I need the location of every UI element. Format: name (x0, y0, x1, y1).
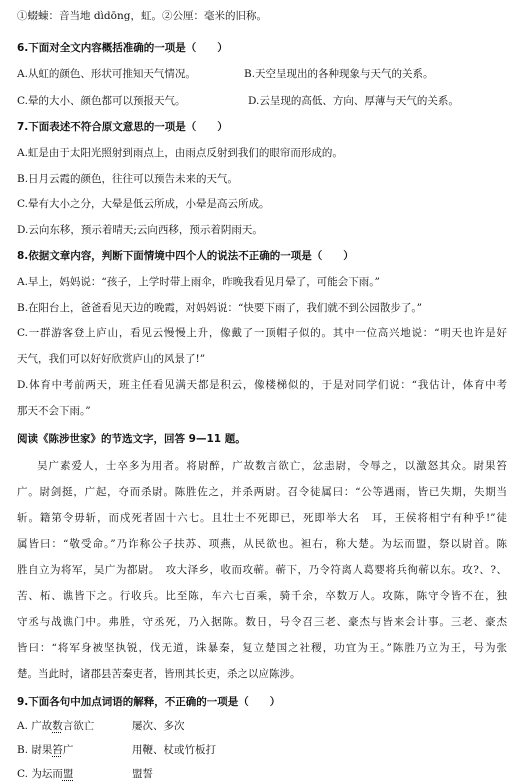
passage-line: 属皆曰：“敬受命。”乃诈称公子扶苏、项燕，从民欲也。袒右，称大楚。为坛而盟，祭以尉首。陈 (17, 538, 507, 550)
question-9-option-a: A. 广故数言欲亡 (17, 720, 95, 732)
reading-heading: 阅读《陈涉世家》的节选文字，回答 9—11 题。 (17, 433, 246, 445)
question-9-option-b-explanation: 用鞭、杖或竹板打 (132, 744, 216, 756)
question-9-option-b: B. 尉果笞广 (17, 744, 74, 756)
question-8-option-b: B.在阳台上，爸爸看见天边的晚霞，对妈妈说：“快要下雨了，我们就不到公园散步了。” (17, 302, 423, 314)
question-8-option-d-line-2: 那天不会下雨。” (17, 405, 91, 417)
question-8-option-a: A.早上，妈妈说：“孩子，上学时带上雨伞，昨晚我看见月晕了，可能会下雨。” (17, 276, 380, 288)
question-9-option-c: C. 为坛而盟 (17, 768, 74, 780)
question-7-option-a: A.虹是由于太阳光照射到雨点上，由雨点反射到我们的眼帘而形成的。 (17, 147, 343, 159)
question-6-stem: 6.下面对全文内容概括准确的一项是（ ） (17, 42, 228, 54)
question-7-option-d: D.云向东移，预示着晴天;云向西移，预示着阴雨天。 (17, 224, 263, 236)
question-8-option-c-line-1: C.一群游客登上庐山，看见云慢慢上升，像戴了一顶帽子似的。其中一位高兴地说：“明天也许是好 (17, 327, 507, 339)
question-9-stem: 9.下面各句中加点词语的解释，不正确的一项是（ ） (17, 696, 281, 708)
question-7-stem: 7.下面表述不符合原文意思的一项是（ ） (17, 121, 228, 133)
question-8-option-c-line-2: 天气，我们可以好好欣赏庐山的风景了!” (17, 353, 206, 365)
question-6-option-b: B.天空呈现出的各种现象与天气的关系。 (244, 68, 434, 80)
footnotes: ①蝃蝀：音当地 dìdōng，虹。②公厘：毫米的旧称。 (17, 10, 267, 22)
passage-line: 吴广素爱人，士卒多为用者。将尉醉，广故数言欲亡，忿恚尉，令辱之，以激怒其众。尉果笞 (37, 460, 507, 472)
passage-line: 守丞与战谯门中。弗胜，守丞死，乃入据陈。数日，号令召三老、豪杰与皆来会计事。三老、豪杰 (17, 616, 507, 628)
dotted-word: 盟 (62, 768, 74, 780)
passage-line: 斩。籍第令毋斩，而戍死者固十六七。且壮士不死即已，死即举大名 耳，王侯将相宁有种乎!”徒 (17, 512, 507, 524)
question-8-stem: 8.依据文章内容，判断下面情境中四个人的说法不正确的一项是（ ） (17, 250, 354, 262)
passage-line: 苦、柘、谯皆下之。行收兵。比至陈，车六七百乘，骑千余，卒数万人。攻陈，陈守令皆不在，独 (17, 590, 507, 602)
dotted-word: 数 (52, 720, 63, 732)
passage-line: 楚。当此时，诸郡县苦秦吏者，皆刑其长吏，杀之以应陈涉。 (17, 668, 301, 680)
passage-line: 胜自立为将军，吴广为都尉。 攻大泽乡，收而攻蕲。蕲下，乃令符离人葛婴将兵徇蕲以东。攻?、?、 (17, 564, 507, 576)
question-7-option-b: B.日月云霞的颜色，往往可以预告未来的天气。 (17, 173, 239, 185)
passage-line: 皆曰：“将军身被坚执锐，伐无道，诛暴秦，复立楚国之社稷，功宜为王。”陈胜乃立为王，号为张 (17, 642, 507, 654)
question-6-option-a: A.从虹的颜色、形状可推知天气情况。 (17, 68, 196, 80)
passage-line: 广。尉剑挺，广起，夺而杀尉。陈胜佐之，并杀两尉。召令徒属曰：“公等遇雨，皆已失期，失期当 (17, 486, 507, 498)
question-6-option-d: D.云呈现的高低、方向、厚薄与天气的关系。 (248, 95, 459, 107)
dotted-word: 笞 (52, 744, 63, 756)
question-9-option-c-explanation: 盟誓 (132, 768, 153, 780)
question-9-option-a-explanation: 屡次、多次 (132, 720, 185, 732)
question-6-option-c: C.晕的大小、颜色都可以预报天气。 (17, 95, 186, 107)
question-7-option-c: C.晕有大小之分，大晕是低云所成，小晕是高云所成。 (17, 198, 270, 210)
question-8-option-d-line-1: D.体育中考前两天，班主任看见满天都是积云，像楼梯似的，于是对同学们说：“我估计，体育中考 (17, 379, 507, 391)
